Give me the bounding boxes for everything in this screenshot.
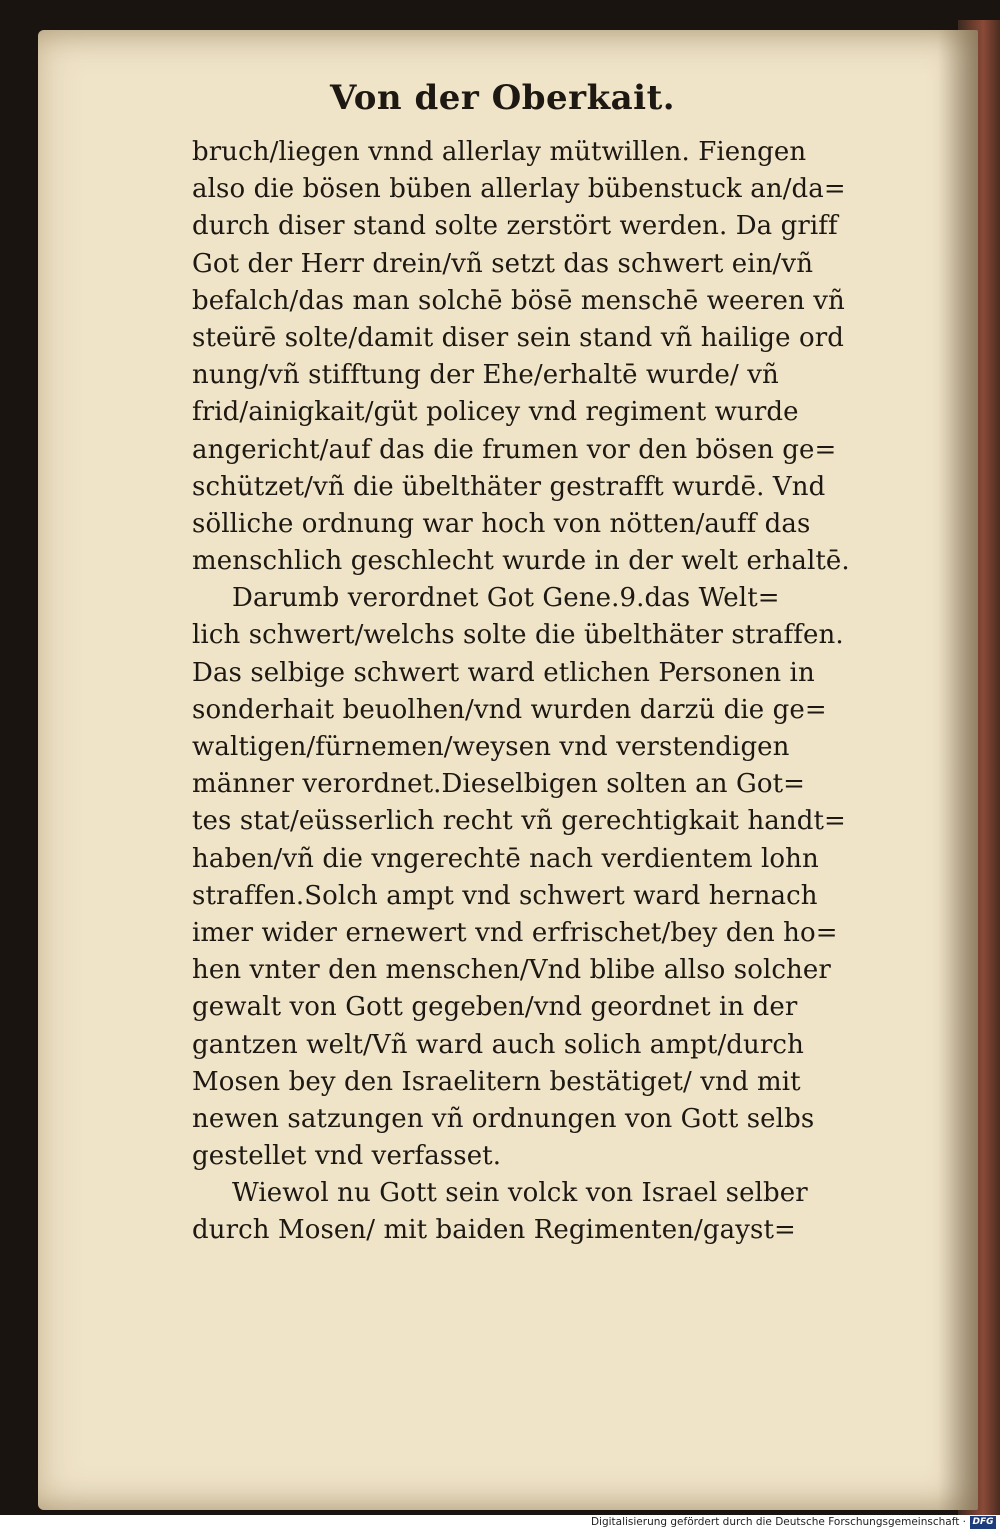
text-line: durch Mosen/ mit baiden Regimenten/gayst= (192, 1215, 796, 1246)
text-line: gestellet vnd verfasset. (192, 1141, 502, 1172)
text-line: sölliche ordnung war hoch von nötten/auff das (192, 508, 811, 539)
text-line: sonderhait beuolhen/vnd wurden darzü die ge= (192, 694, 827, 725)
text-line: durch diser stand solte zerstört werden. Da griff (192, 211, 838, 242)
text-line: menschlich geschlecht wurde in der welt erhaltē. (192, 546, 850, 577)
text-line: gantzen welt/Vñ ward auch solich ampt/durch (192, 1029, 804, 1060)
text-line: tes stat/eüsserlich recht vñ gerechtigkait handt= (192, 806, 846, 837)
text-line: nung/vñ stifftung der Ehe/erhaltē wurde/ vñ (192, 360, 779, 391)
running-header: Von der Oberkait. (330, 78, 676, 118)
text-line: hen vnter den menschen/Vnd blibe allso solcher (192, 955, 831, 986)
text-line: männer verordnet.Dieselbigen solten an Got= (192, 769, 806, 800)
text-line: waltigen/fürnemen/weysen vnd verstendigen (192, 732, 790, 762)
text-line: steürē solte/damit diser sein stand vñ hailige ord (192, 322, 845, 353)
text-line: also die bösen büben allerlay bübenstuck an/da= (192, 174, 846, 205)
text-line: angericht/auf das die frumen vor den bösen ge= (192, 434, 837, 465)
funding-notice: Digitalisierung gefördert durch die Deutsche Forschungsgemeinschaft · (590, 1516, 966, 1528)
text-line: Mosen bey den Israelitern bestätiget/ vnd mit (192, 1066, 801, 1097)
text-line: Wiewol nu Gott sein volck von Israel selber (232, 1178, 808, 1209)
text-line: bruch/liegen vnnd allerlay mütwillen. Fiengen (192, 137, 807, 167)
text-line: straffen.Solch ampt vnd schwert ward hernach (192, 880, 818, 911)
text-line: befalch/das man solchē bösē menschē weeren vñ (192, 285, 845, 316)
text-line: Got der Herr drein/vñ setzt das schwert ein/vñ (192, 248, 814, 279)
text-block (192, 134, 917, 1250)
text-line: Das selbige schwert ward etlichen Personen in (192, 657, 815, 688)
text-line: schützet/vñ die übelthäter gestrafft wurdē. Vnd (192, 471, 826, 502)
text-line: imer wider ernewert vnd erfrischet/bey den ho= (192, 917, 838, 948)
dfg-logo-icon: DFG (970, 1516, 996, 1529)
text-line: gewalt von Gott gegeben/vnd geordnet in der (192, 992, 798, 1023)
text-line: frid/ainigkait/güt policey vnd regiment wurde (192, 397, 799, 428)
footer-bar (0, 1515, 1000, 1531)
text-line: lich schwert/welchs solte die übelthäter straffen. (192, 620, 844, 651)
text-line: newen satzungen vñ ordnungen von Gott selbs (192, 1103, 815, 1134)
text-line: haben/vñ die vngerechtē nach verdientem lohn (192, 843, 819, 874)
text-line: Darumb verordnet Got Gene.9.das Welt= (232, 583, 780, 614)
